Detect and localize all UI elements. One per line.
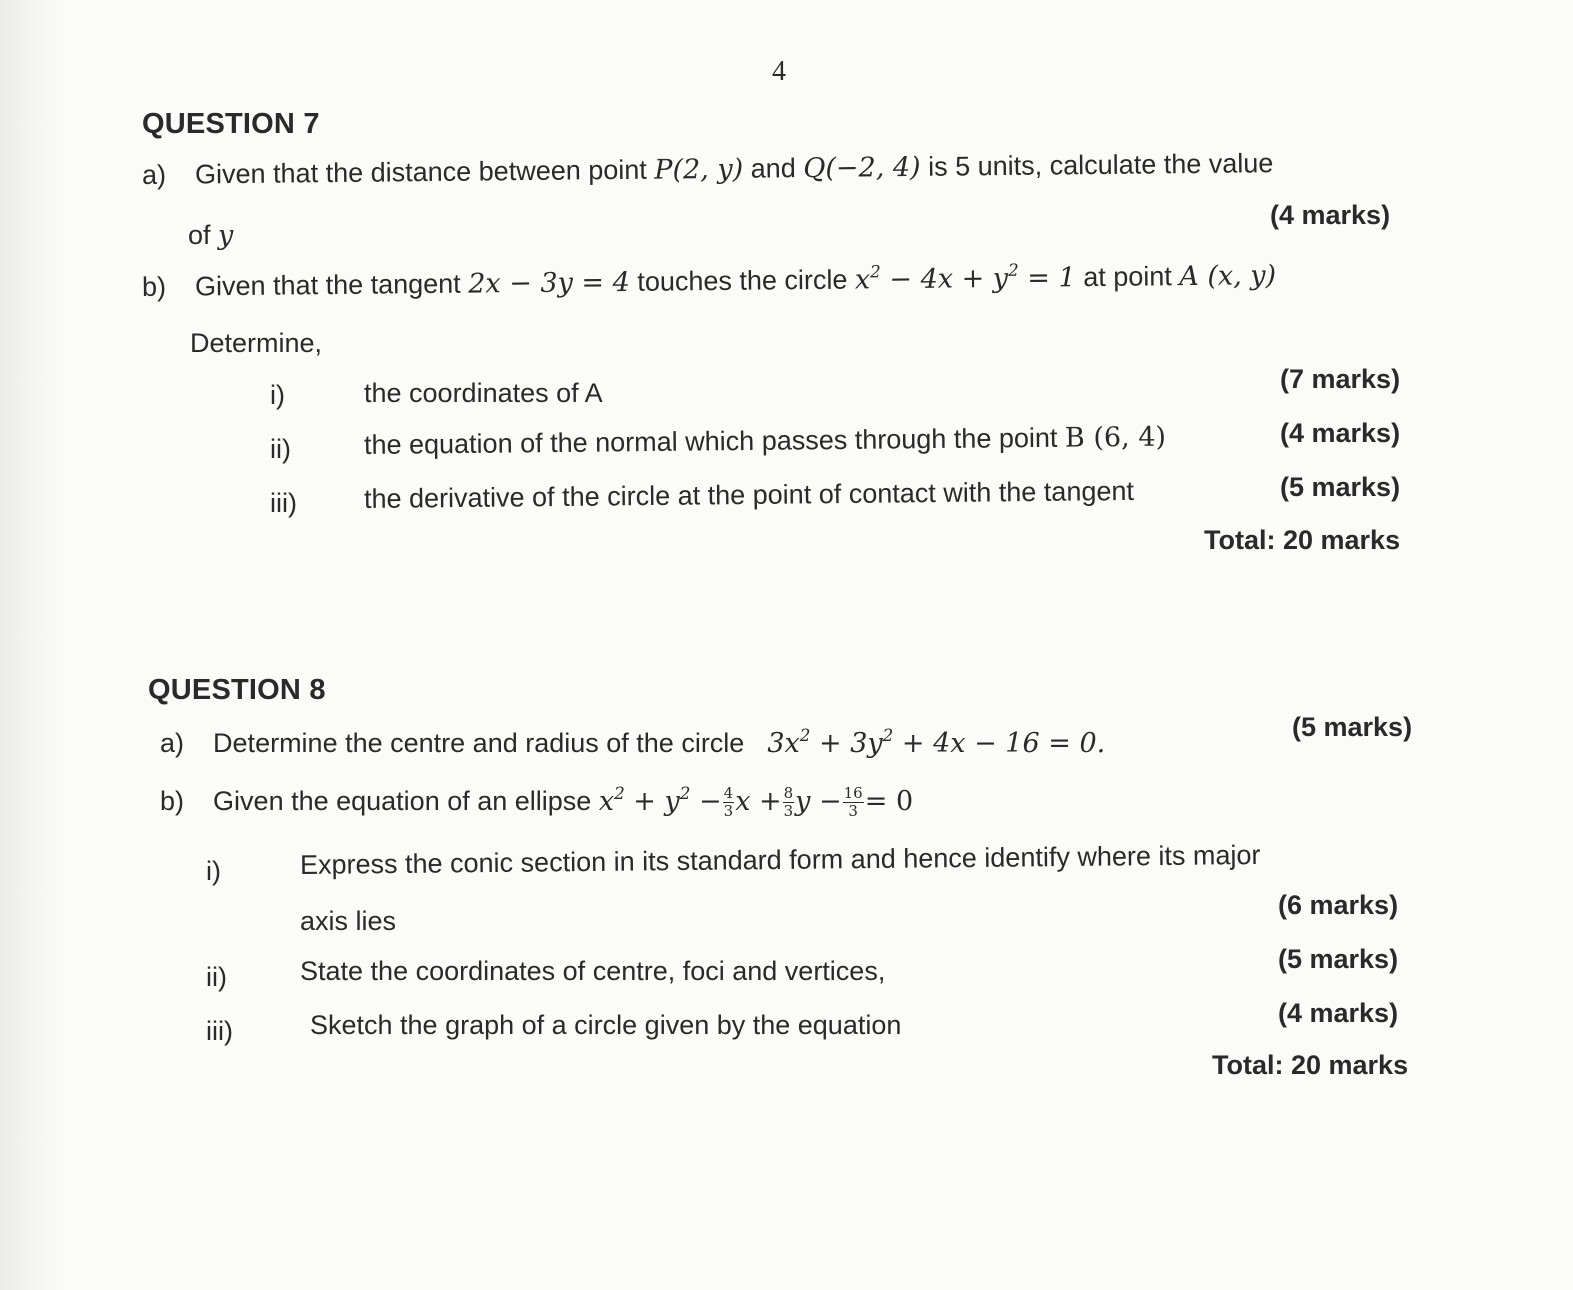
q8a-marks: (5 marks) (1292, 712, 1413, 742)
q7b-item-ii-marks: (4 marks) (1280, 418, 1401, 448)
q8b-item-ii-marks: (5 marks) (1278, 944, 1399, 974)
q8b-item-iii-text: Sketch the graph of a circle given by the equation (310, 1010, 902, 1040)
q7b-item-i-text: the coordinates of A (364, 378, 603, 408)
q7-total: Total: 20 marks (1204, 525, 1401, 555)
q7a-line2 (188, 220, 233, 251)
q7b-item-iii-text: the derivative of the circle at the point of contact with the tangent (363, 475, 1135, 514)
q7a-text3: of (188, 220, 211, 250)
q8b-item-i-text1: Express the conic section in its standard form and hence identify where its major (299, 839, 1261, 880)
q8-part-b (160, 783, 914, 820)
q7b-item-ii-text: the equation of the normal which passes through the point (363, 422, 1058, 460)
point-p: P(2, y) (654, 153, 744, 186)
scan-shadow (0, 0, 62, 1290)
q7b-item-i-marks: (7 marks) (1280, 364, 1401, 394)
q8b-label: b) (160, 786, 185, 816)
q7b-text3: at point (1083, 261, 1172, 293)
q7b-item-i-label: i) (270, 380, 285, 410)
q7-part-b (142, 260, 1276, 303)
ellipse-equation: $x^2 + y^2$ − $\frac{4}{3}$ x + $\frac{8}{3}$ y − $\frac{16}{3}$ = 0 (598, 783, 914, 820)
q7-part-a (142, 148, 1274, 191)
q7b-text2: touches the circle (637, 264, 848, 297)
q8b-item-i-marks: (6 marks) (1278, 890, 1399, 920)
q7b-item-ii-label: ii) (270, 434, 291, 464)
question-7-title: QUESTION 7 (142, 108, 320, 140)
q7a-y: y (218, 220, 234, 251)
q8b-item-i-label: i) (206, 856, 221, 886)
q8b-text: Given the equation of an ellipse (213, 786, 592, 816)
q7a-label: a) (141, 159, 167, 190)
q7b-item-iii-marks: (5 marks) (1280, 472, 1401, 502)
page-number: 4 (772, 56, 786, 87)
q8-total: Total: 20 marks (1212, 1050, 1409, 1080)
q7a-text2: is 5 units, calculate the value (927, 148, 1274, 182)
q7b-text1: Given that the tangent (194, 268, 461, 302)
q8b-item-ii-text: State the coordinates of centre, foci and vertices, (300, 956, 886, 986)
tangent-equation: 2x − 3y = 4 (468, 266, 630, 300)
point-a: A (x, y) (1179, 260, 1277, 293)
question-8-title: QUESTION 8 (148, 674, 326, 706)
q7b-item-iii-label: iii) (270, 488, 297, 518)
q8a-label: a) (160, 728, 185, 758)
q8-part-a (160, 725, 1106, 759)
q8b-item-i-text2: axis lies (300, 906, 397, 936)
q7a-marks: (4 marks) (1270, 200, 1391, 230)
point-b: B (6, 4) (1064, 421, 1167, 454)
q7b-determine: Determine, (190, 328, 323, 358)
circle-equation: $x^2 - 4x + y^2 = 1$ (854, 259, 1076, 296)
q8a-text: Determine the centre and radius of the circle (213, 728, 745, 758)
q8b-item-iii-marks: (4 marks) (1278, 998, 1399, 1028)
q7b-item-ii-line (364, 422, 1166, 461)
q8a-circle-equation: $3x^2 + 3y^2 + 4x - 16 = 0$. (767, 725, 1106, 759)
q8b-item-iii-label: iii) (206, 1016, 233, 1046)
q7a-text1: Given that the distance between point (194, 154, 647, 190)
q8b-item-ii-label: ii) (206, 962, 227, 992)
q7b-label: b) (141, 271, 167, 302)
point-q: Q(−2, 4) (803, 151, 921, 185)
q7a-and: and (750, 153, 796, 184)
